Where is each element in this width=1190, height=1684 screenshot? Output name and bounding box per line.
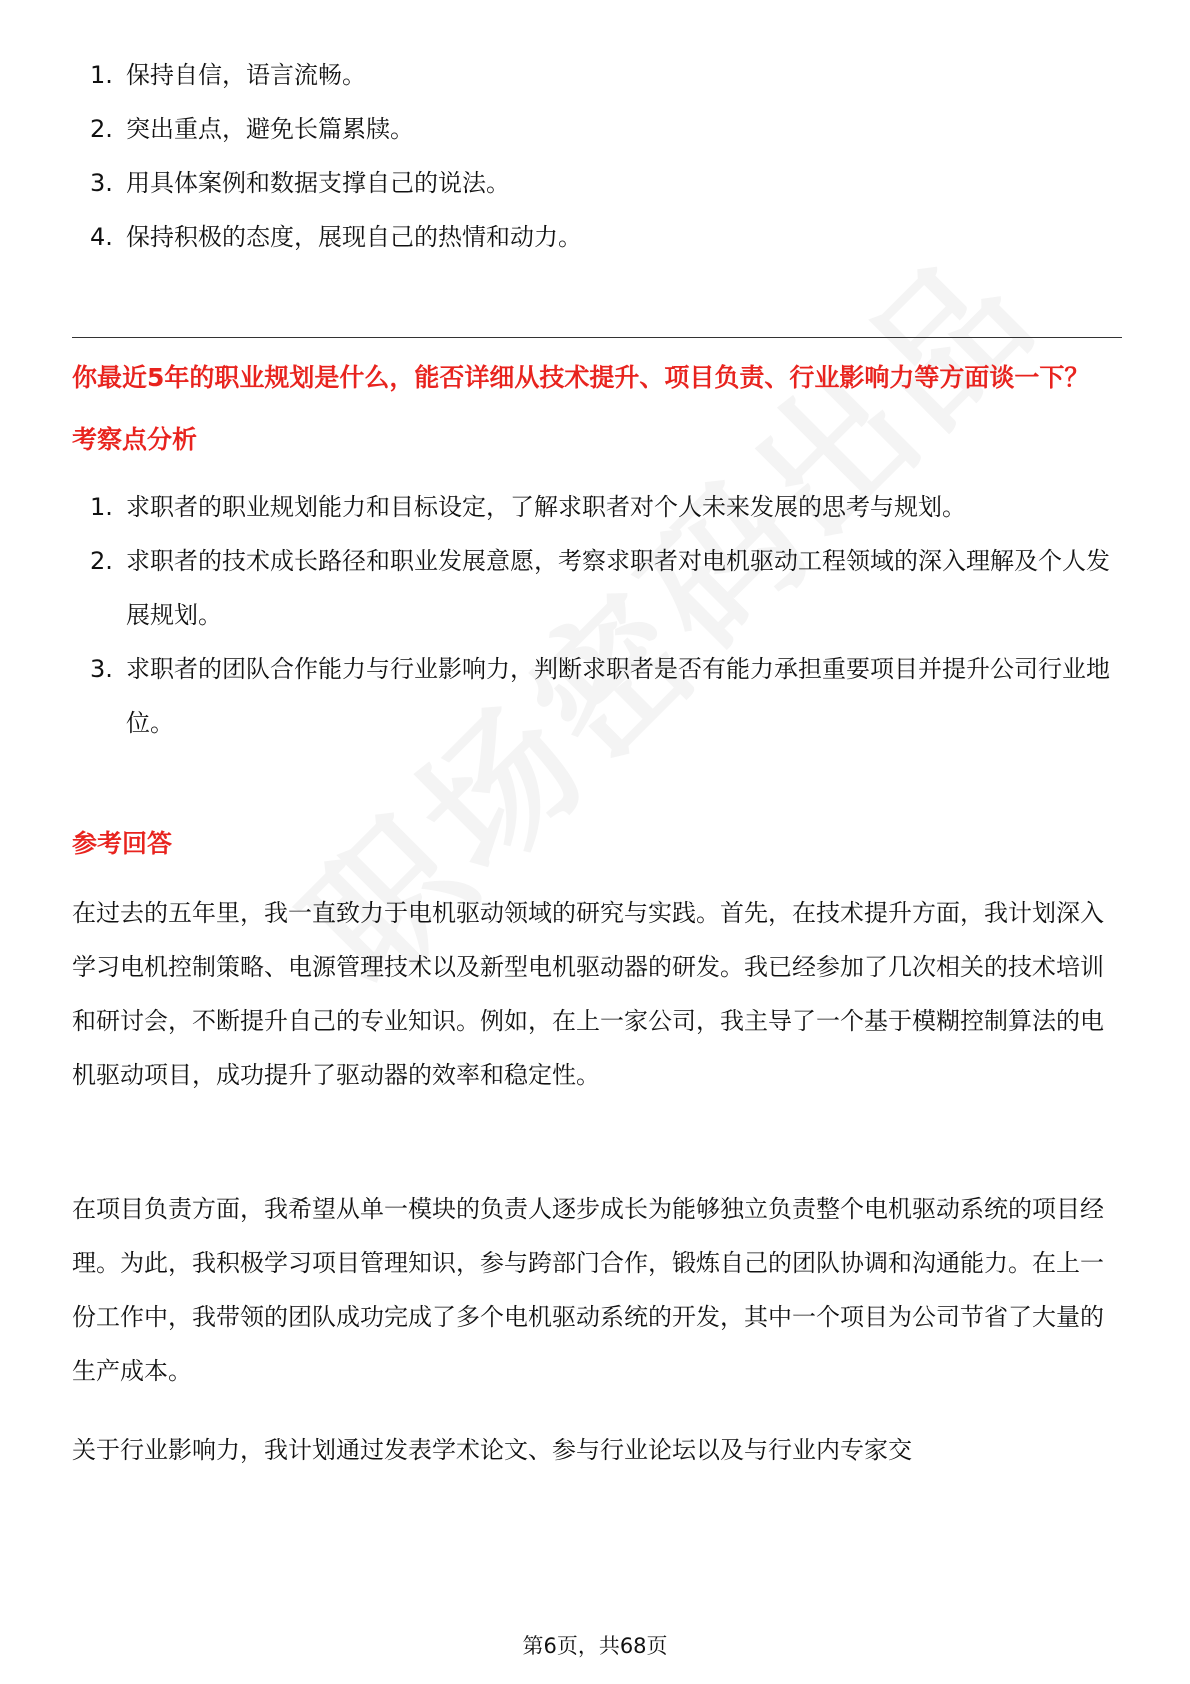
list-number: 2. <box>90 547 113 575</box>
list-text: 保持积极的态度，展现自己的热情和动力。 <box>126 223 582 251</box>
list-number: 2. <box>90 115 113 143</box>
list-number: 4. <box>90 223 113 251</box>
list-item <box>72 48 1122 102</box>
list-text: 保持自信，语言流畅。 <box>126 61 366 89</box>
list-item <box>72 102 1122 156</box>
list-text: 突出重点，避免长篇累牍。 <box>126 115 414 143</box>
list-item <box>72 480 1122 534</box>
list-text: 求职者的团队合作能力与行业影响力，判断求职者是否有能力承担重要项目并提升公司行业地位。 <box>126 655 1110 737</box>
list-number: 3. <box>90 169 113 197</box>
list-text: 求职者的职业规划能力和目标设定，了解求职者对个人未来发展的思考与规划。 <box>126 493 966 521</box>
answer-paragraph: 在过去的五年里，我一直致力于电机驱动领域的研究与实践。首先，在技术提升方面，我计划深入学习电机控制策略、电源管理技术以及新型电机驱动器的研发。我已经参加了几次相关的技术培训和研讨会，不断提升自己的专业知识。例如，在上一家公司，我主导了一个基于模糊控制算法的电机驱动项目，成功提升了驱动器的效率和稳定性。 <box>72 899 1104 1089</box>
list-text: 求职者的技术成长路径和职业发展意愿，考察求职者对电机驱动工程领域的深入理解及个人发展规划。 <box>126 547 1110 629</box>
list-item <box>72 642 1122 750</box>
analysis-list <box>72 480 1122 750</box>
answer-paragraph: 在项目负责方面，我希望从单一模块的负责人逐步成长为能够独立负责整个电机驱动系统的项目经理。为此，我积极学习项目管理知识，参与跨部门合作，锻炼自己的团队协调和沟通能力。在上一份工作中，我带领的团队成功完成了多个电机驱动系统的开发，其中一个项目为公司节省了大量的生产成本。 <box>72 1195 1104 1385</box>
answer-heading: 参考回答 <box>72 829 173 858</box>
list-number: 3. <box>90 655 113 683</box>
interview-question: 你最近5年的职业规划是什么，能否详细从技术提升、项目负责、行业影响力等方面谈一下？ <box>72 363 1090 392</box>
list-item <box>72 210 1122 264</box>
section-divider <box>72 337 1122 338</box>
intro-list <box>72 48 1122 264</box>
answer-paragraph: 关于行业影响力，我计划通过发表学术论文、参与行业论坛以及与行业内专家交 <box>72 1436 912 1464</box>
page-footer: 第6页，共68页 <box>522 1634 668 1658</box>
list-item <box>72 534 1122 642</box>
list-item <box>72 156 1122 210</box>
list-number: 1. <box>90 61 113 89</box>
list-number: 1. <box>90 493 113 521</box>
analysis-heading: 考察点分析 <box>72 425 198 454</box>
list-text: 用具体案例和数据支撑自己的说法。 <box>126 169 510 197</box>
